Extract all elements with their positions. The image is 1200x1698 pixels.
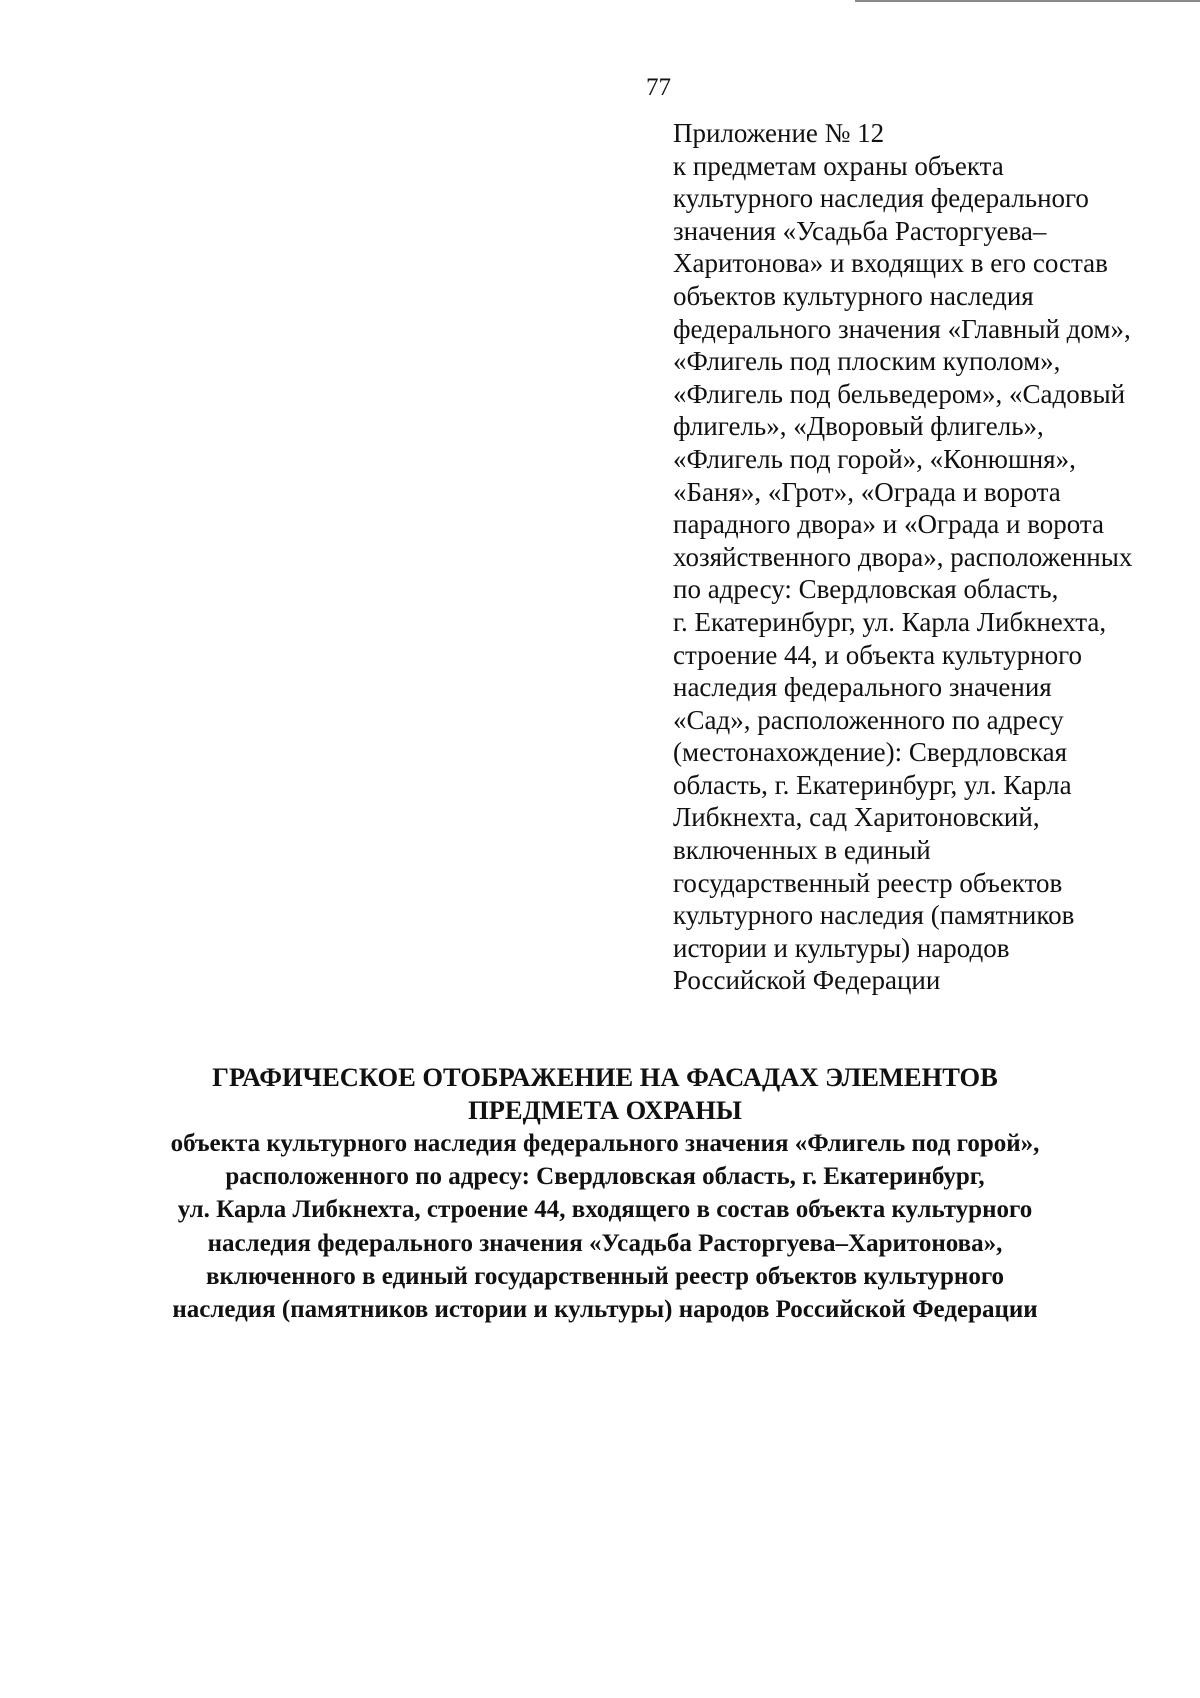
appendix-line: (местонахождение): Свердловская [673, 737, 1068, 768]
scan-edge-line [855, 0, 1200, 2]
heading-subtitle-line: наследия федерального значения «Усадьба Расторгуева–Харитонова», [207, 1229, 1003, 1257]
page-number: 77 [646, 74, 671, 101]
appendix-line: федерального значения «Главный дом», [673, 313, 1131, 344]
appendix-line: объектов культурного наследия [673, 280, 1034, 311]
document-heading [60, 1061, 1150, 1326]
heading-subtitle-line: объекта культурного наследия федерального значения «Флигель под горой», [170, 1130, 1040, 1157]
appendix-line: парадного двора» и «Ограда и ворота [673, 509, 1105, 540]
appendix-line: область, г. Екатеринбург, ул. Карла [673, 769, 1072, 800]
appendix-line: Приложение № 12 [673, 118, 885, 148]
appendix-line: значения «Усадьба Расторгуева– [673, 215, 1047, 246]
appendix-line: «Флигель под плоским куполом», [673, 346, 1061, 377]
appendix-line: государственный реестр объектов [673, 867, 1063, 898]
appendix-line: «Сад», расположенного по адресу [673, 704, 1064, 735]
heading-subtitle-line: ул. Карла Либкнехта, строение 44, входящего в состав объекта культурного [177, 1196, 1033, 1224]
appendix-line: по адресу: Свердловская область, [673, 574, 1059, 605]
appendix-line: к предметам охраны объекта [673, 150, 1004, 181]
heading-title-line: ПРЕДМЕТА ОХРАНЫ [468, 1095, 742, 1125]
appendix-line: строение 44, и объекта культурного [673, 639, 1082, 670]
appendix-line: Харитонова» и входящих в его состав [673, 248, 1108, 279]
appendix-line: включенных в единый [673, 835, 931, 866]
appendix-line: культурного наследия федерального [673, 183, 1089, 214]
appendix-note [673, 117, 1193, 997]
appendix-line: г. Екатеринбург, ул. Карла Либкнехта, [673, 606, 1107, 637]
heading-title-line: ГРАФИЧЕСКОЕ ОТОБРАЖЕНИЕ НА ФАСАДАХ ЭЛЕМЕНТОВ [212, 1062, 998, 1092]
heading-subtitle-line: включенного в единый государственный реестр объектов культурного [205, 1262, 1005, 1290]
appendix-line: истории и культуры) народов [673, 932, 1010, 963]
appendix-line: наследия федерального значения [673, 672, 1052, 703]
appendix-line: «Баня», «Грот», «Ограда и ворота [673, 476, 1061, 507]
appendix-line: флигель», «Дворовый флигель», [673, 411, 1044, 442]
appendix-line: хозяйственного двора», расположенных [673, 541, 1133, 572]
heading-subtitle-line: расположенного по адресу: Свердловская область, г. Екатеринбург, [225, 1163, 985, 1191]
appendix-line: культурного наследия (памятников [673, 900, 1075, 931]
appendix-line: Российской Федерации [673, 965, 941, 996]
appendix-line: «Флигель под горой», «Конюшня», [673, 443, 1076, 474]
appendix-line: «Флигель под бельведером», «Садовый [673, 378, 1126, 409]
appendix-line: Либкнехта, сад Харитоновский, [673, 802, 1040, 833]
heading-subtitle-line: наследия (памятников истории и культуры) народов Российской Федерации [172, 1296, 1038, 1324]
